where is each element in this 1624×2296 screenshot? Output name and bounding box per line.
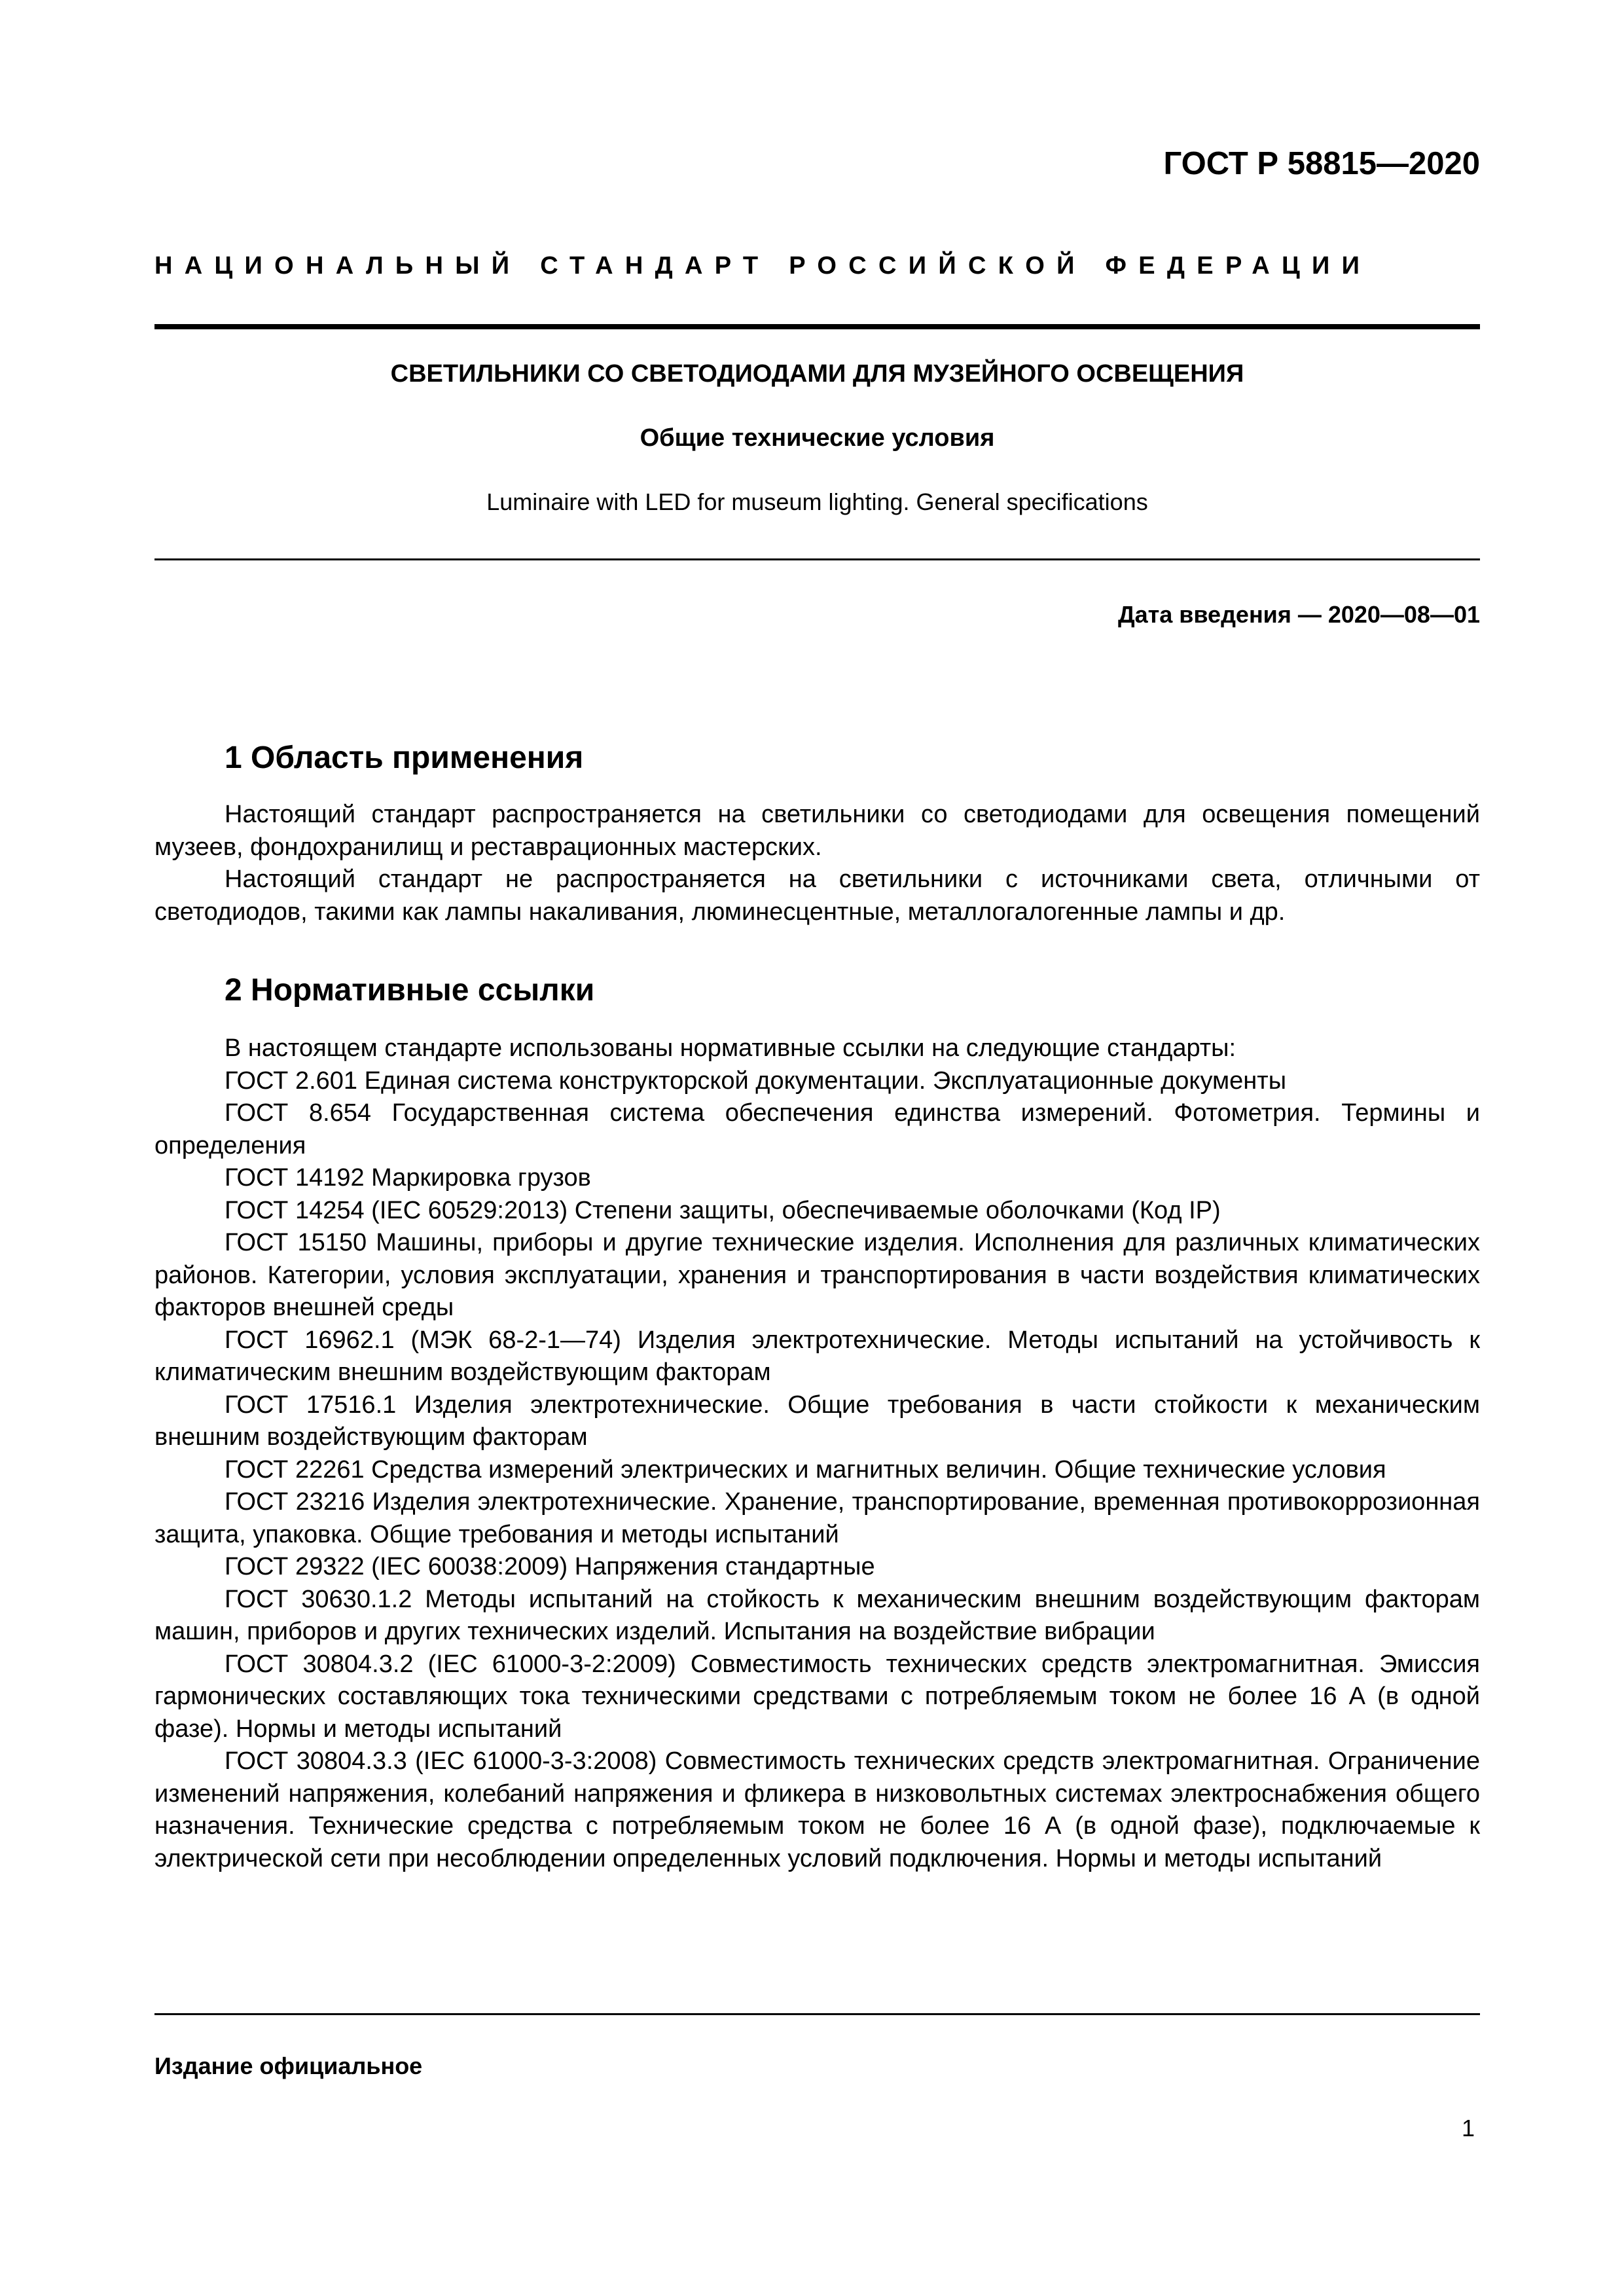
section-scope-body xyxy=(154,799,1480,928)
paragraph: Настоящий стандарт не распространяется на светильники с источниками света, отличными от светодиодов, такими как лампы накаливания, люминесцентные, металлогалогенные лампы и др. xyxy=(154,866,1480,926)
reference-item: ГОСТ 30804.3.3 (IEC 61000-3-3:2008) Совместимость технических средств электромагнитная. Ограничение изменений напряжения, колебаний напряжения и фликера в низковольтных системах электроснабжения общего назначения. Технические средства с потребляемым током не более 16 А (в одной фазе), подключаемые к электрической сети при несоблюдении определенных условий подключения. Нормы и методы испытаний xyxy=(154,1747,1480,1872)
section-heading-scope: 1 Область применения xyxy=(225,740,584,775)
page-number: 1 xyxy=(1461,2115,1475,2141)
reference-item: ГОСТ 16962.1 (МЭК 68-2-1—74) Изделия электротехнические. Методы испытаний на устойчивость к климатическим внешним воздействующим факторам xyxy=(154,1326,1480,1386)
reference-item: ГОСТ 8.654 Государственная система обеспечения единства измерений. Фотометрия. Термины и определения xyxy=(154,1099,1480,1159)
document-title: СВЕТИЛЬНИКИ СО СВЕТОДИОДАМИ ДЛЯ МУЗЕЙНОГО ОСВЕЩЕНИЯ xyxy=(390,360,1244,388)
introduction-date: Дата введения — 2020—08—01 xyxy=(1117,601,1480,628)
document-subtitle: Общие технические условия xyxy=(640,424,995,452)
english-title: Luminaire with LED for museum lighting. General specifications xyxy=(486,488,1148,515)
reference-item: ГОСТ 30630.1.2 Методы испытаний на стойкость к механическим внешним воздействующим факторам машин, приборов и других технических изделий. Испытания на воздействие вибрации xyxy=(154,1585,1480,1645)
title-divider xyxy=(154,558,1480,560)
reference-item: ГОСТ 29322 (IEC 60038:2009) Напряжения стандартные xyxy=(225,1553,875,1580)
header-divider xyxy=(154,324,1480,329)
reference-item: ГОСТ 17516.1 Изделия электротехнические. Общие требования в части стойкости к механическим внешним воздействующим факторам xyxy=(154,1391,1480,1451)
reference-item: ГОСТ 15150 Машины, приборы и другие технические изделия. Исполнения для различных климатических районов. Категории, условия эксплуатации, хранения и транспортирования в части воздействия климатических факторов внешней среды xyxy=(154,1229,1480,1321)
paragraph: В настоящем стандарте использованы нормативные ссылки на следующие стандарты: xyxy=(225,1034,1236,1062)
gost-number: ГОСТ Р 58815—2020 xyxy=(1163,146,1480,181)
reference-item: ГОСТ 14192 Маркировка грузов xyxy=(225,1164,591,1192)
edition-label: Издание официальное xyxy=(154,2052,423,2079)
reference-item: ГОСТ 22261 Средства измерений электрических и магнитных величин. Общие технические условия xyxy=(225,1455,1386,1484)
section-heading-normative-references: 2 Нормативные ссылки xyxy=(225,973,595,1008)
reference-item: ГОСТ 23216 Изделия электротехнические. Хранение, транспортирование, временная противокоррозионная защита, упаковка. Общие требования и методы испытаний xyxy=(154,1488,1480,1548)
footer-divider xyxy=(154,2013,1480,2015)
paragraph: Настоящий стандарт распространяется на светильники со светодиодами для освещения помещений музеев, фондохранилищ и реставрационных мастерских. xyxy=(154,801,1480,861)
section-references-body xyxy=(154,1032,1480,1875)
national-standard-heading: НАЦИОНАЛЬНЫЙ СТАНДАРТ РОССИЙСКОЙ ФЕДЕРАЦИИ xyxy=(154,252,1372,280)
reference-item: ГОСТ 30804.3.2 (IEC 61000-3-2:2009) Совместимость технических средств электромагнитная. Эмиссия гармонических составляющих тока техническими средствами с потребляемым током не более 16 А (в одной фазе). Нормы и методы испытаний xyxy=(154,1650,1480,1743)
reference-item: ГОСТ 14254 (IEC 60529:2013) Степени защиты, обеспечиваемые оболочками (Код IP) xyxy=(225,1196,1221,1224)
reference-item: ГОСТ 2.601 Единая система конструкторской документации. Эксплуатационные документы xyxy=(225,1066,1287,1095)
